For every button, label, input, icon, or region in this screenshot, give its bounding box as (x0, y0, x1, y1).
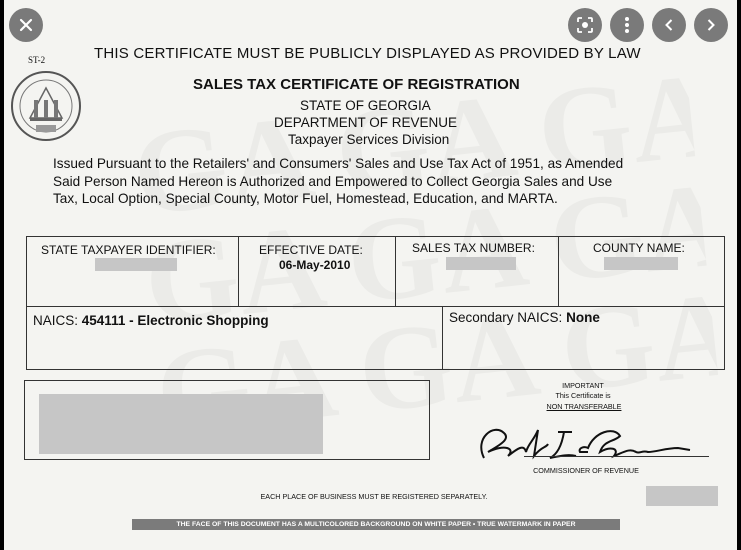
effective-date-label: EFFECTIVE DATE: (259, 243, 363, 257)
redacted-county-name (604, 257, 678, 270)
redacted-sales-tax-number (446, 257, 516, 270)
commissioner-signature (464, 418, 714, 468)
naics-label: NAICS: (33, 313, 79, 328)
secondary-naics-label: Secondary NAICS: (449, 310, 563, 325)
effective-date-cell (239, 237, 396, 307)
paragraph-line: Said Person Named Hereon is Authorized and Empowered to Collect Georgia Sales and Use (53, 173, 613, 189)
close-button[interactable] (9, 8, 43, 42)
signature-line (524, 456, 709, 457)
lens-search-button[interactable] (568, 8, 602, 42)
paragraph-line: Issued Pursuant to the Retailers' and Consumers' Sales and Use Tax Act of 1951, as Amended (53, 156, 624, 171)
secondary-naics-field (449, 310, 600, 325)
certificate-title: SALES TAX CERTIFICATE OF REGISTRATION (193, 76, 520, 93)
naics-cell (27, 307, 443, 369)
each-place-notice: EACH PLACE OF BUSINESS MUST BE REGISTERED SEPARATELY. (260, 492, 488, 501)
non-transferable-label: NON TRANSFERABLE (546, 402, 622, 411)
state-line: STATE OF GEORGIA (300, 98, 431, 113)
public-display-notice: THIS CERTIFICATE MUST BE PUBLICLY DISPLAYED AS PROVIDED BY LAW (94, 45, 641, 62)
department-line: DEPARTMENT OF REVENUE (274, 115, 458, 130)
secondary-naics-cell (443, 307, 723, 369)
form-code: ST-2 (28, 55, 46, 65)
important-label: IMPORTANT (562, 381, 604, 390)
authority-paragraph (53, 155, 693, 208)
taxpayer-id-cell (27, 237, 239, 307)
effective-date-value: 06-May-2010 (279, 258, 351, 272)
redacted-certificate-number (646, 486, 718, 506)
division-line: Taxpayer Services Division (288, 132, 450, 147)
certificate-document (4, 0, 737, 550)
redacted-taxpayer-id (95, 258, 177, 271)
county-name-cell (559, 237, 723, 307)
lens-search-icon (576, 16, 594, 34)
georgia-seal-icon (10, 70, 82, 142)
sales-tax-number-label: SALES TAX NUMBER: (412, 241, 535, 255)
secondary-naics-value: None (566, 310, 600, 325)
taxpayer-id-label: STATE TAXPAYER IDENTIFIER: (41, 243, 216, 257)
this-certificate-label: This Certificate is (555, 391, 611, 400)
previous-image-button[interactable] (652, 8, 686, 42)
chevron-right-icon (706, 18, 716, 32)
registration-fields-grid (26, 236, 725, 370)
commissioner-title: COMMISSIONER OF REVENUE (533, 466, 639, 475)
more-vert-icon (624, 16, 630, 34)
redacted-business-address (39, 394, 323, 454)
chevron-left-icon (664, 18, 674, 32)
close-icon (19, 18, 33, 32)
more-options-button[interactable] (610, 8, 644, 42)
security-footer: THE FACE OF THIS DOCUMENT HAS A MULTICOLORED BACKGROUND ON WHITE PAPER • TRUE WATERMARK IN PAPER (132, 519, 620, 530)
naics-value: 454111 - Electronic Shopping (81, 313, 269, 328)
business-address-box (24, 380, 430, 460)
next-image-button[interactable] (694, 8, 728, 42)
paragraph-line: Tax, Local Option, Special County, Motor Fuel, Homestead, Education, and MARTA. (53, 191, 558, 207)
sales-tax-number-cell (396, 237, 559, 307)
county-name-label: COUNTY NAME: (593, 241, 685, 255)
naics-field (33, 313, 269, 328)
